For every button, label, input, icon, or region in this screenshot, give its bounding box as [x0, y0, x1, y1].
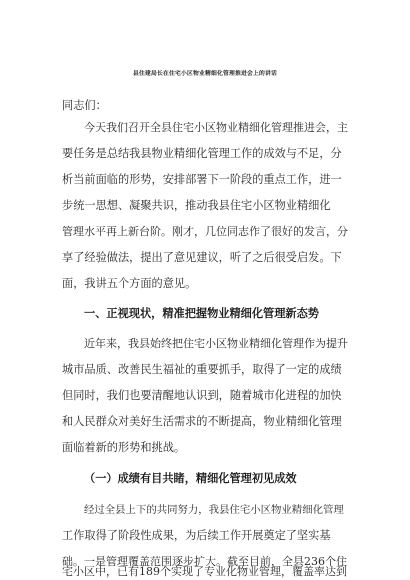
intro-line-7: 面，我讲五个方面的意见。: [62, 277, 197, 290]
subsection-line-1: 经过全县上下的共同努力，我县住宅小区物业精细化管理: [84, 504, 344, 516]
subsection-line-4: 宅小区中，已有189个实现了专业化物业管理，覆盖率达到: [62, 565, 347, 578]
subsection-heading: （一）成绩有目共睹，精细化管理初见成效: [84, 471, 297, 485]
section-heading: 一、正视现状，精准把握物业精细化管理新态势: [84, 306, 319, 320]
section-line-1: 近年来，我县始终把住宅小区物业精细化管理作为提升: [84, 337, 348, 350]
section-line-2: 城市品质、改善民生福祉的重要抓手，取得了一定的成绩: [62, 363, 342, 376]
subsection-line-2: 工作取得了阶段性成果，为后续工作开展奠定了坚实基: [62, 529, 331, 542]
intro-line-2: 要任务是总结我县物业精细化管理工作的成效与不足，分: [62, 147, 342, 160]
intro-line-4: 步统一思想、凝聚共识，推动我县住宅小区物业精细化: [62, 199, 331, 212]
intro-line-3: 析当前面临的形势，安排部署下一阶段的重点工作，进一: [62, 173, 342, 186]
section-line-3: 但同时，我们也要清醒地认识到，随着城市化进程的加快: [62, 389, 342, 402]
subsection-line-3: 础。一是管理覆盖范围逐步扩大。截至目前，全县236个住: [62, 555, 347, 568]
section-line-4: 和人民群众对美好生活需求的不断提高，物业精细化管理: [62, 415, 342, 428]
document-title: 县住建局长在住宅小区物业精细化管理推进会上的讲话: [133, 71, 277, 77]
intro-line-1: 今天我们召开全县住宅小区物业精细化管理推进会，主: [84, 121, 348, 134]
section-line-5: 面临着新的形势和挑战。: [62, 441, 186, 454]
intro-line-5: 管理水平再上新台阶。刚才，几位同志作了很好的发言，分: [62, 225, 348, 238]
salutation: 同志们：: [62, 99, 107, 112]
intro-line-6: 享了经验做法，提出了意见建议，听了之后很受启发。下: [62, 251, 342, 264]
